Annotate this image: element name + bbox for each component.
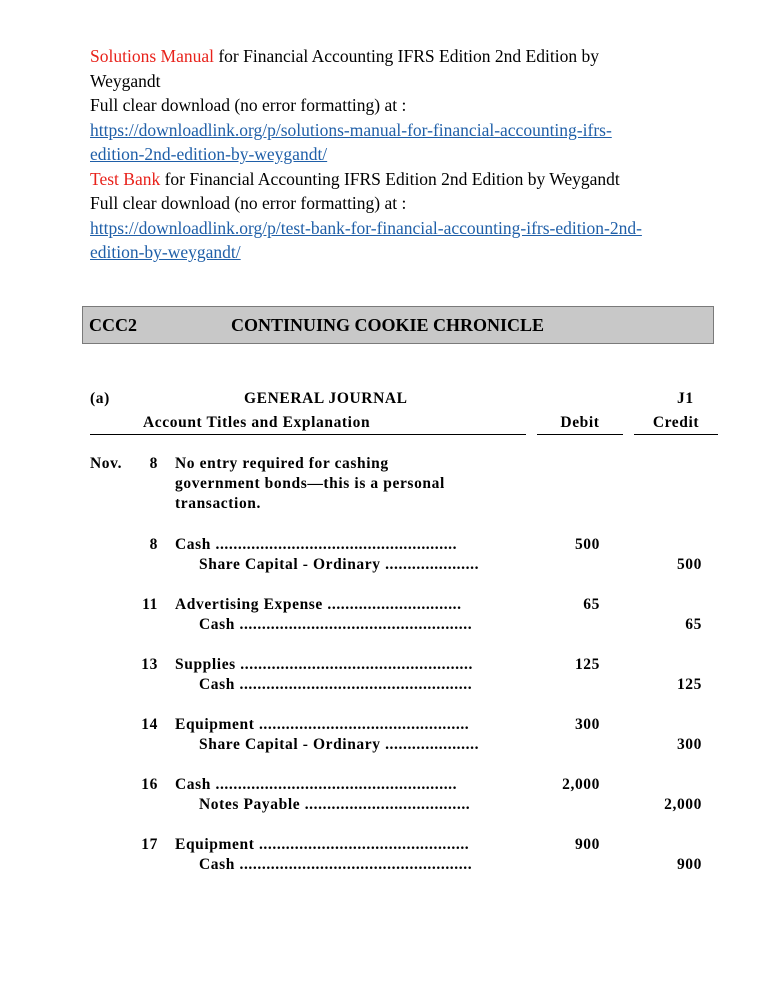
intro-line-6-text: for Financial Accounting IFRS Edition 2nd Edition by Weygandt: [160, 168, 620, 189]
intro-line-6: [90, 167, 710, 192]
test-bank-link-part-1[interactable]: https://downloadlink.org/p/test-bank-for-financial-accounting-ifrs-edition-2nd-: [90, 217, 642, 238]
debit-amount: 65: [583, 596, 600, 613]
intro-line-1: [90, 44, 710, 69]
column-account-titles: Account Titles and Explanation: [143, 414, 371, 431]
intro-line-3: Full clear download (no error formatting) at :: [90, 95, 407, 115]
dot-leader: ...............................................: [254, 716, 470, 733]
dot-leader: ....................................................: [235, 616, 473, 633]
credit-account-line: [199, 856, 472, 874]
debit-account-line: [175, 716, 469, 734]
part-label: (a): [90, 390, 110, 407]
test-bank-link[interactable]: [90, 216, 710, 241]
debit-account: Cash: [175, 536, 211, 553]
note-day: 8: [149, 455, 158, 472]
debit-account: Equipment: [175, 836, 255, 853]
credit-amount: 125: [676, 676, 702, 693]
note-line: government bonds—this is a personal: [175, 475, 445, 492]
entry-day: 17: [141, 836, 158, 853]
column-credit: Credit: [652, 414, 700, 431]
credit-account: Share Capital - Ordinary: [199, 736, 381, 753]
debit-account-line: [175, 536, 457, 554]
dot-leader: ......................................................: [211, 776, 458, 793]
journal-title: GENERAL JOURNAL: [244, 390, 408, 407]
entry-day: 11: [142, 596, 158, 613]
credit-amount: 900: [676, 856, 702, 873]
account-column-rule: [90, 434, 526, 435]
intro-line-7: Full clear download (no error formatting) at :: [90, 193, 407, 213]
dot-leader: ....................................................: [235, 656, 473, 673]
test-bank-label: Test Bank: [90, 168, 161, 189]
credit-amount: 300: [676, 736, 702, 753]
entry-day: 13: [141, 656, 158, 673]
solutions-link-part-2[interactable]: edition-2nd-edition-by-weygandt/: [90, 144, 328, 164]
intro-line-2: Weygandt: [90, 70, 161, 91]
note-line: No entry required for cashing: [175, 455, 389, 472]
debit-account: Advertising Expense: [175, 596, 323, 613]
credit-account: Notes Payable: [199, 796, 301, 813]
debit-account: Supplies: [175, 656, 236, 673]
journal-page: J1: [677, 390, 694, 407]
dot-leader: .....................: [380, 736, 480, 753]
intro-line-1-text: for Financial Accounting IFRS Edition 2nd Edition by: [213, 46, 599, 66]
credit-account: Cash: [199, 856, 235, 873]
debit-amount: 2,000: [562, 776, 600, 793]
dot-leader: ..............................: [322, 596, 462, 613]
credit-account-line: [199, 616, 472, 634]
credit-account-line: [199, 556, 479, 574]
debit-column-rule: [537, 434, 623, 435]
debit-amount: 300: [574, 716, 600, 733]
debit-account: Cash: [175, 776, 211, 793]
month-label: Nov.: [90, 455, 123, 472]
debit-account-line: [175, 836, 469, 854]
entry-day: 14: [141, 716, 158, 733]
solutions-manual-label: Solutions Manual: [90, 46, 214, 66]
credit-column-rule: [634, 434, 718, 435]
dot-leader: .....................................: [300, 796, 471, 813]
section-header: [82, 306, 714, 344]
credit-account: Cash: [199, 676, 235, 693]
note-line: transaction.: [175, 495, 261, 512]
credit-account: Cash: [199, 616, 235, 633]
intro-block: [90, 44, 710, 265]
entry-day: 8: [149, 536, 158, 553]
credit-amount: 500: [676, 556, 702, 573]
debit-amount: 125: [574, 656, 600, 673]
credit-account-line: [199, 796, 470, 814]
credit-account-line: [199, 736, 479, 754]
debit-amount: 500: [574, 536, 600, 553]
credit-amount: 2,000: [664, 796, 702, 813]
solutions-link[interactable]: [90, 118, 710, 143]
entry-day: 16: [141, 776, 158, 793]
dot-leader: ......................................................: [211, 536, 458, 553]
dot-leader: ....................................................: [235, 676, 473, 693]
debit-account-line: [175, 776, 457, 794]
debit-amount: 900: [574, 836, 600, 853]
debit-account-line: [175, 656, 473, 674]
credit-account: Share Capital - Ordinary: [199, 556, 381, 573]
debit-account: Equipment: [175, 716, 255, 733]
dot-leader: ...............................................: [254, 836, 470, 853]
test-bank-link-part-2[interactable]: edition-by-weygandt/: [90, 242, 241, 262]
dot-leader: ....................................................: [235, 856, 473, 873]
debit-account-line: [175, 596, 462, 614]
credit-amount: 65: [685, 616, 702, 633]
column-debit: Debit: [560, 414, 600, 431]
solutions-link-part-1[interactable]: https://downloadlink.org/p/solutions-manual-for-financial-accounting-ifrs-: [90, 119, 612, 140]
dot-leader: .....................: [380, 556, 480, 573]
section-title: CONTINUING COOKIE CHRONICLE: [231, 315, 545, 335]
section-code: CCC2: [89, 315, 137, 335]
credit-account-line: [199, 676, 472, 694]
